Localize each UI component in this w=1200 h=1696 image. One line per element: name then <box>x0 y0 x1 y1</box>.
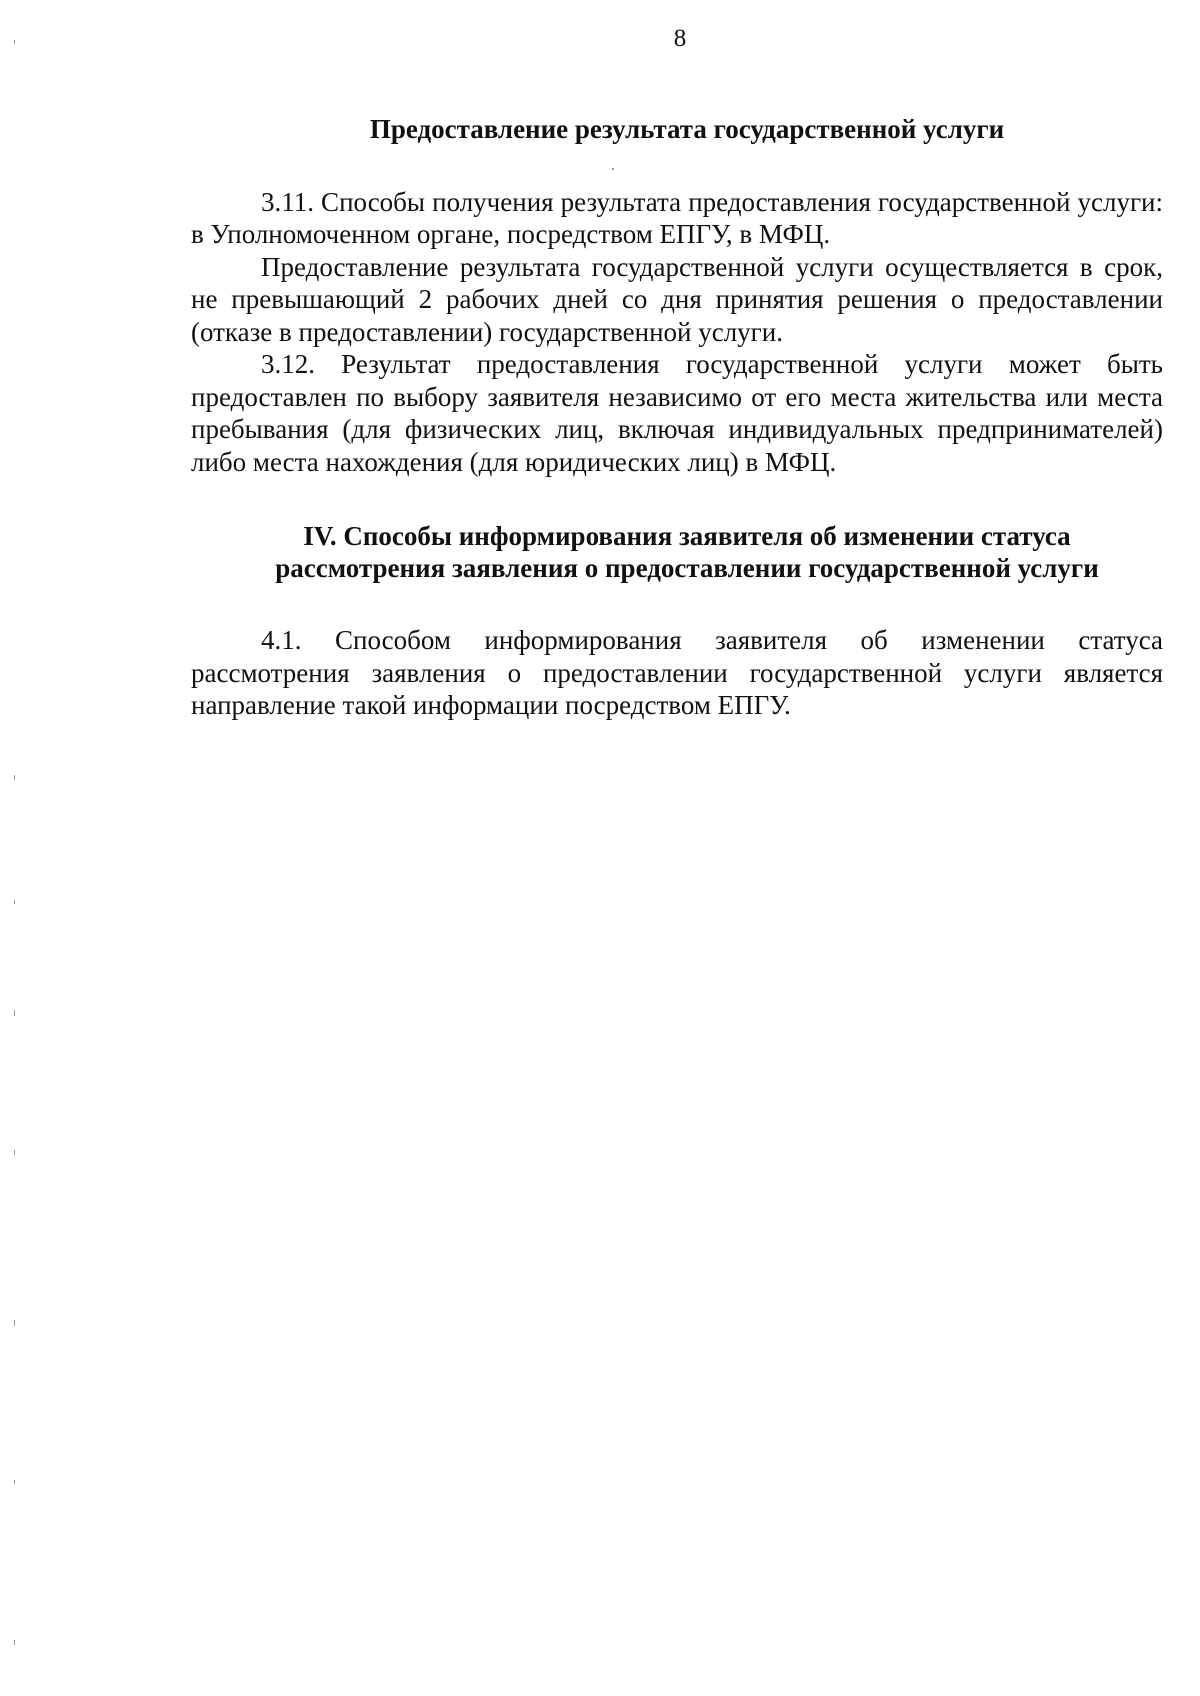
page-number: 8 <box>673 25 687 52</box>
paragraph-result-term: Предоставление результата государственной услуги осуществляется в срок, не превышающий 2 рабочих дней со дня принятия решения о предоставлении (отказе в предоставлении) государственной услуги. <box>191 251 1163 347</box>
paragraph-3-12: 3.12. Результат предоставления государственной услуги может быть предоставлен по выбору заявителя независимо от его места жительства или места пребывания (для физических лиц, включая индивидуальных предпринимателей) либо места нахождения (для юридических лиц) в МФЦ. <box>191 349 1163 477</box>
document-body <box>191 113 1163 722</box>
section-heading-iv-line-1: IV. Способы информирования заявителя об изменении статуса <box>303 521 1071 551</box>
section-heading-iv-line-2: рассмотрения заявления о предоставлении государственной услуги <box>275 553 1099 583</box>
paragraph-3-11: 3.11. Способы получения результата предоставления государственной услуги: в Уполномоченном органе, посредством ЕПГУ, в МФЦ. <box>191 186 1163 249</box>
section-title: Предоставление результата государственной услуги <box>369 114 1005 144</box>
section-heading-iv <box>191 520 1163 584</box>
paragraph-4-1: 4.1. Способом информирования заявителя об изменении статуса рассмотрения заявления о предоставлении государственной услуги является направление такой информации посредством ЕПГУ. <box>191 625 1163 720</box>
